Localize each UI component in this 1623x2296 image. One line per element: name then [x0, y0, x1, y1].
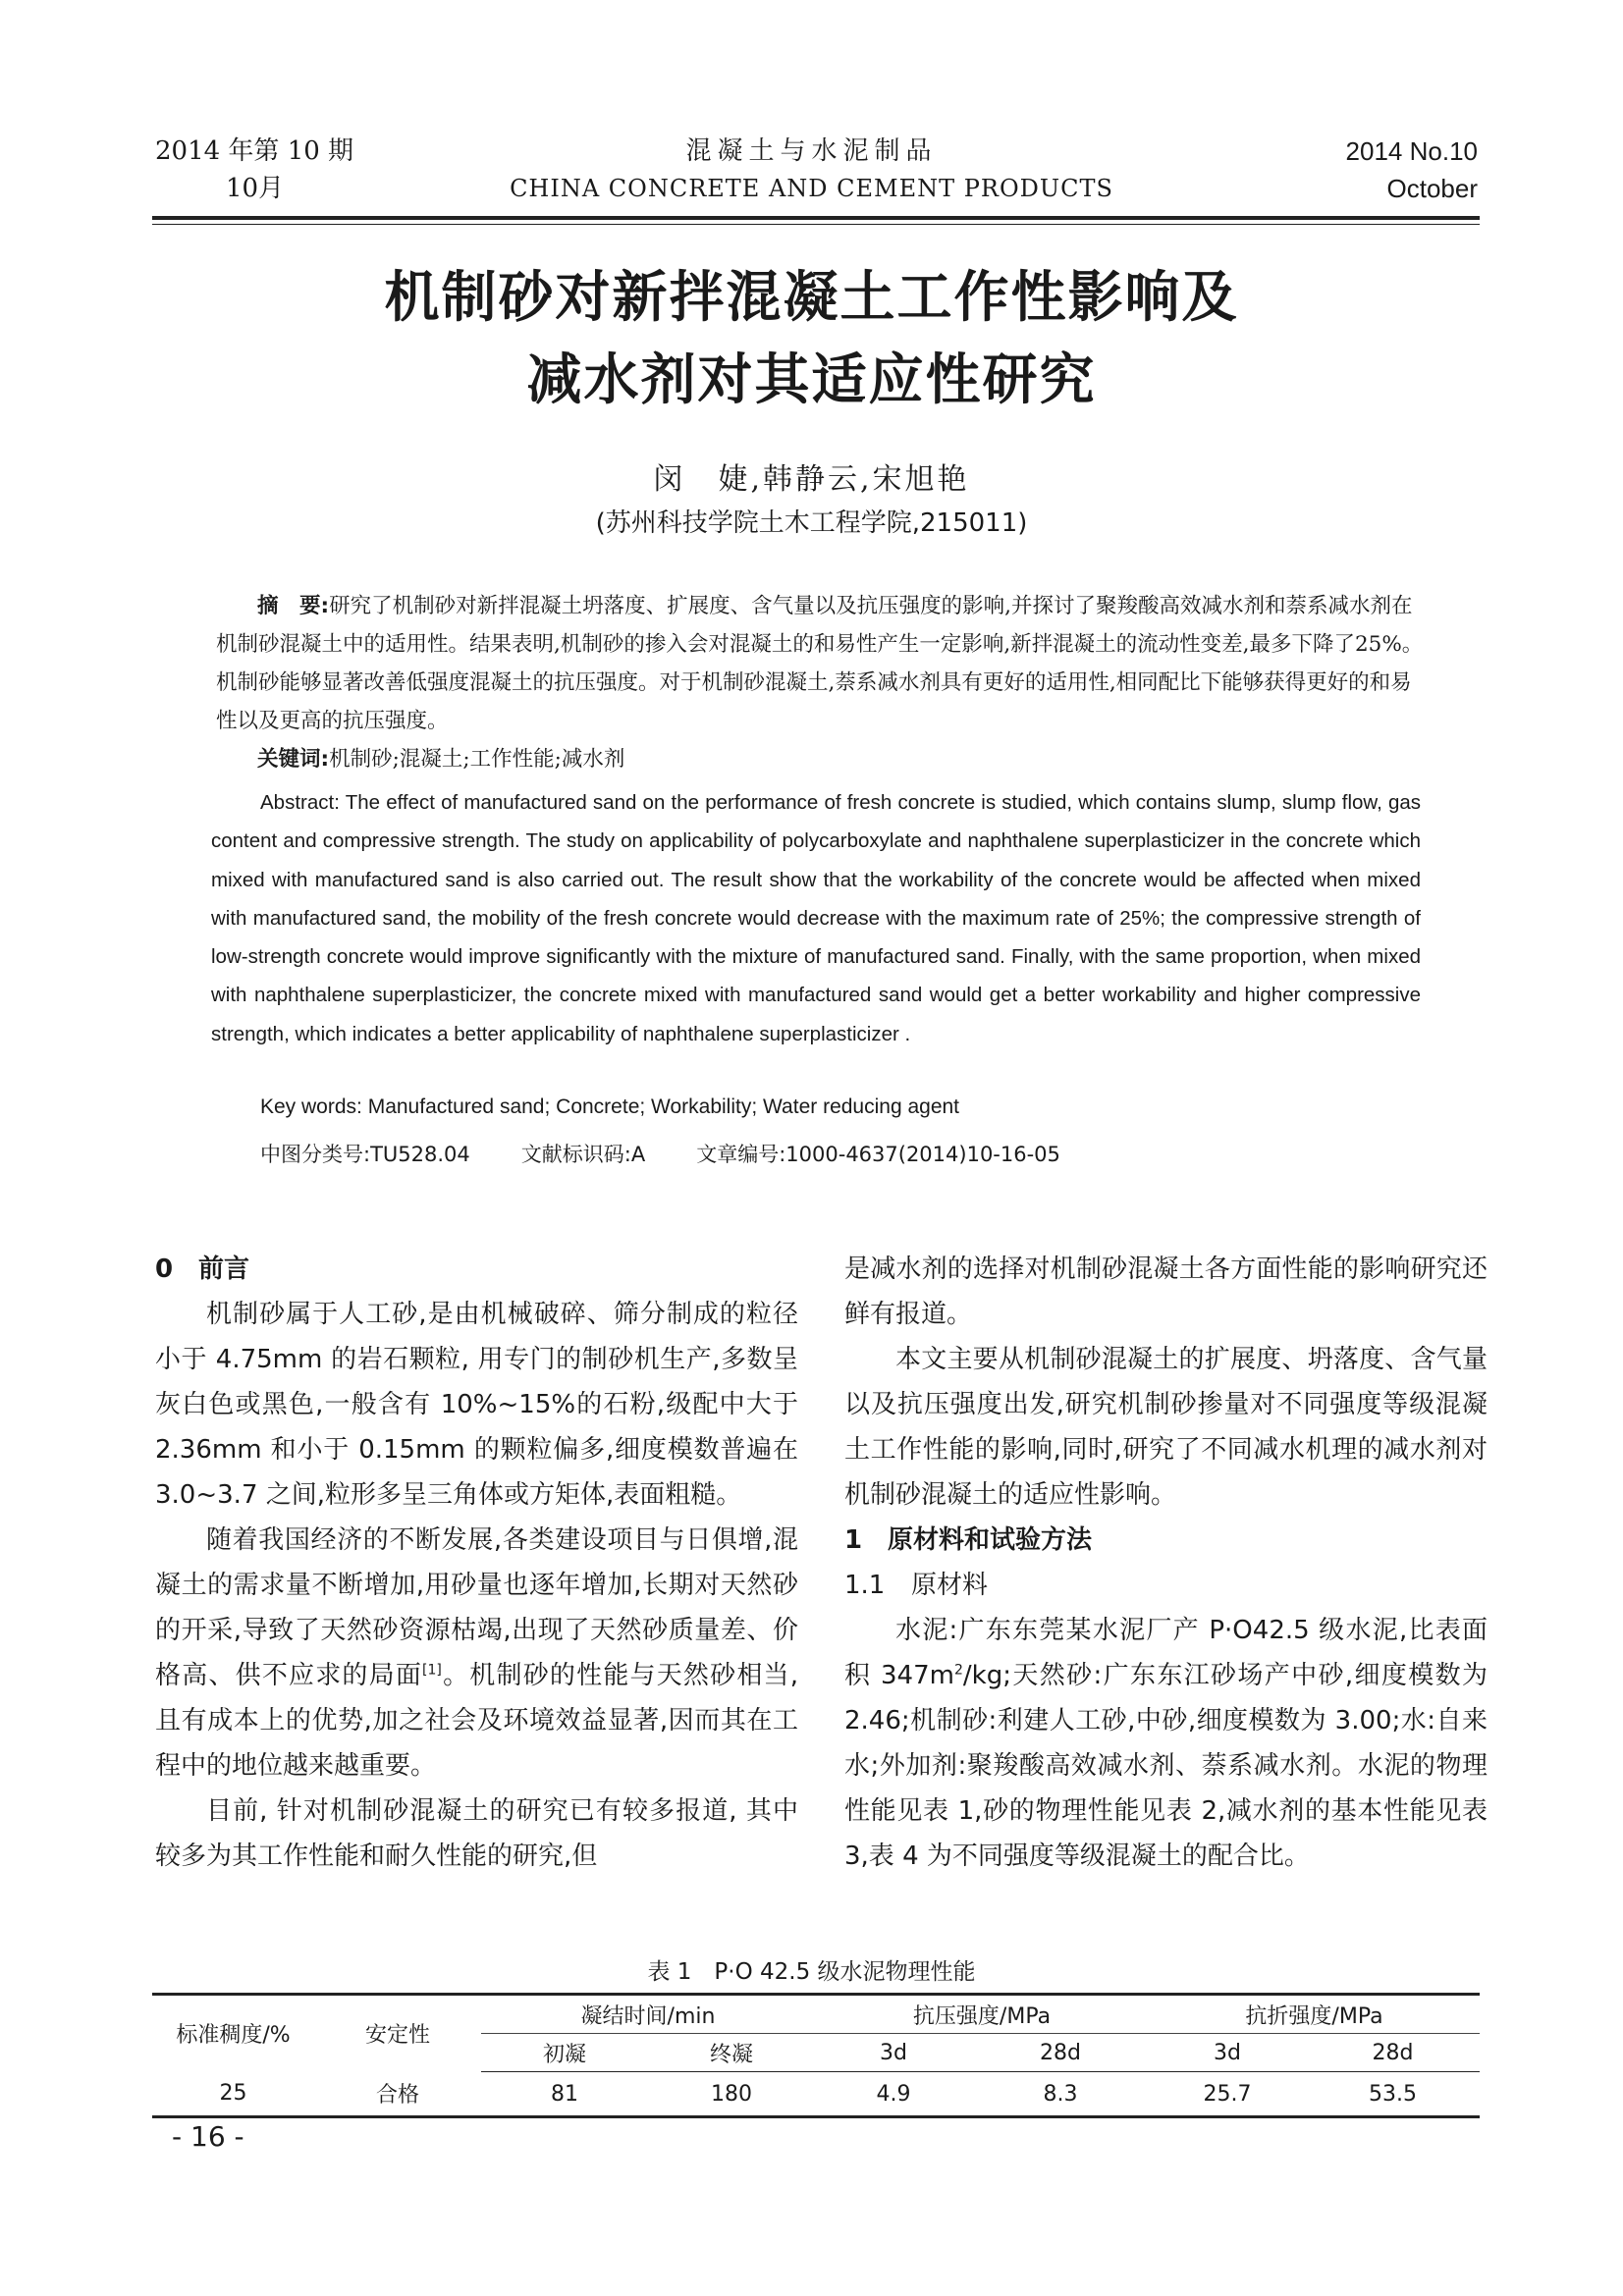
th-flexural-28d: 28d	[1306, 2034, 1480, 2072]
article-title-line2: 减水剂对其适应性研究	[526, 348, 1097, 412]
paragraph-3: 目前, 针对机制砂混凝土的研究已有较多报道, 其中较多为其工作性能和耐久性能的研究,但	[155, 1796, 798, 1871]
keywords-cn	[257, 742, 624, 773]
table-cell: 25.7	[1149, 2072, 1306, 2117]
keywords-cn-label: 关键词:	[257, 747, 330, 772]
superscript: 2	[953, 1662, 963, 1679]
th-initial-set: 初凝	[481, 2034, 648, 2072]
table-1-caption: 表 1 P·O 42.5 级水泥物理性能	[647, 1959, 976, 1985]
section-heading-0	[155, 1247, 798, 1292]
th-soundness: 安定性	[314, 1995, 481, 2072]
keywords-cn-text: 机制砂;混凝土;工作性能;减水剂	[329, 747, 625, 772]
paragraph-3-continued: 是减水剂的选择对机制砂混凝土各方面性能的影响研究还鲜有报道。	[844, 1255, 1488, 1329]
authors: 闵 婕,韩静云,宋旭艳	[653, 462, 970, 497]
section-number: 1	[844, 1525, 863, 1555]
th-flexural-3d: 3d	[1149, 2034, 1306, 2072]
body-column-right	[844, 1247, 1488, 1879]
header-issue-line1: 2014 年第 10 期	[155, 136, 354, 166]
th-compressive-3d: 3d	[815, 2034, 972, 2072]
paragraph-4: 本文主要从机制砂混凝土的扩展度、坍落度、含气量以及抗压强度出发,研究机制砂掺量对不同强度等级混凝土工作性能的影响,同时,研究了不同减水机理的减水剂对机制砂混凝土的适应性影响。	[844, 1345, 1488, 1510]
header-issue-line2: 10月	[226, 174, 285, 203]
th-final-set: 终凝	[648, 2034, 815, 2072]
table-row	[152, 2072, 1480, 2117]
abstract-cn-text: 研究了机制砂对新拌混凝土坍落度、扩展度、含气量以及抗压强度的影响,并探讨了聚羧酸高效减水剂和萘系减水剂在机制砂混凝土中的适用性。结果表明,机制砂的掺入会对混凝土的和易性产生一定影响,新拌混凝土的流动性变差,最多下降了25%。机制砂能够显著改善低强度混凝土的抗压强度。对于机制砂混凝土,萘系减水剂具有更好的适用性,相同配比下能够获得更好的和易性以及更高的抗压强度。	[216, 594, 1424, 733]
section-heading-1	[844, 1518, 1488, 1563]
abstract-en: Abstract: The effect of manufactured sand on the performance of fresh concrete is studied, which contains slump, slump flow, gas content and compressive strength. The study on applicability of polycarboxylate and naphthalene superplasticizer in the concrete which mixed with manufactured sand is also carried out. The result show that the workability of the concrete would be affected when mixed with manufactured sand, the mobility of the fresh concrete would decrease with the maximum rate of 25%; the compressive strength of low-strength concrete would improve significantly with the mixture of manufactured sand. Finally, with the same proportion, when mixed with naphthalene superplasticizer, the concrete mixed with manufactured sand would get a better workability and higher compressive strength, which indicates a better applicability of naphthalene superplasticizer .	[211, 791, 1421, 1045]
classification-line	[260, 1139, 1060, 1168]
table-cell: 4.9	[815, 2072, 972, 2117]
section-title: 原材料和试验方法	[888, 1525, 1093, 1555]
table-1	[152, 1993, 1480, 2118]
paragraph-5-tail: /kg;天然砂:广东东江砂场产中砂,细度模数为 2.46;机制砂:利建人工砂,中砂,细度模数为 3.00;水:自来水;外加剂:聚羧酸高效减水剂、萘系减水剂。水泥的物理性能见表 1,砂的物理性能见表 2,减水剂的基本性能见表 3,表 4 为不同强度等级混凝土的配合比。	[844, 1661, 1488, 1871]
th-consistency: 标准稠度/%	[152, 1995, 314, 2072]
header-number-line2: October	[1386, 174, 1478, 203]
table-cell: 25	[152, 2072, 314, 2117]
section-number: 0	[155, 1255, 174, 1284]
paragraph-5-text: 水泥:广东东莞某水泥厂产 P·O42.5 级水泥,比表面积 347m	[844, 1616, 1488, 1690]
header-rule-thick	[152, 216, 1480, 220]
table-cell: 81	[481, 2072, 648, 2117]
paragraph-5	[844, 1608, 1488, 1879]
paragraph-1: 机制砂属于人工砂,是由机械破碎、筛分制成的粒径小于 4.75mm 的岩石颗粒, 用专门的制砂机生产,多数呈灰白色或黑色,一般含有 10%~15%的石粉,级配中大于 2.36mm 和小于 0.15mm 的颗粒偏多,细度模数普遍在 3.0~3.7 之间,粒形多呈三角体或方矩体,表面粗糙。	[155, 1300, 798, 1510]
table-cell: 8.3	[972, 2072, 1149, 2117]
header-rule-thin	[152, 224, 1480, 225]
journal-name-en: CHINA CONCRETE AND CEMENT PRODUCTS	[510, 175, 1113, 202]
abstract-cn-label: 摘 要:	[257, 594, 330, 618]
section-title: 前言	[198, 1255, 250, 1284]
paragraph-2	[155, 1518, 798, 1789]
article-title-line1: 机制砂对新拌混凝土工作性影响及	[384, 266, 1239, 330]
body-column-left	[155, 1247, 798, 1879]
article-title	[0, 257, 1623, 422]
paragraph-2-text: 随着我国经济的不断发展,各类建设项目与日俱增,混凝土的需求量不断增加,用砂量也逐年增加,长期对天然砂的开采,导致了天然砂资源枯竭,出现了天然砂质量差、价格高、供不应求的局面	[155, 1525, 798, 1690]
table-cell: 合格	[314, 2072, 481, 2117]
page-number: - 16 -	[172, 2120, 244, 2153]
citation-ref: [1]	[422, 1662, 442, 1679]
article-number: 文章编号:1000-4637(2014)10-16-05	[696, 1143, 1060, 1166]
table-cell: 53.5	[1306, 2072, 1480, 2117]
subsection-heading-1-1	[844, 1563, 1488, 1608]
paragraph-2-tail: 。机制砂的性能与天然砂相当, 且有成本上的优势,加之社会及环境效益显著,因而其在工程中的地位越来越重要。	[155, 1661, 798, 1781]
th-flexural: 抗折强度/MPa	[1149, 1995, 1480, 2034]
subsection-number: 1.1	[844, 1571, 886, 1600]
th-setting-time: 凝结时间/min	[481, 1995, 815, 2034]
th-compressive: 抗压强度/MPa	[815, 1995, 1149, 2034]
abstract-cn	[216, 587, 1424, 740]
document-code: 文献标识码:A	[520, 1143, 646, 1166]
keywords-en: Key words: Manufactured sand; Concrete; Workability; Water reducing agent	[260, 1095, 960, 1118]
affiliation: (苏州科技学院土木工程学院,215011)	[595, 508, 1028, 538]
table-cell: 180	[648, 2072, 815, 2117]
journal-name-cn: 混凝土与水泥制品	[685, 136, 938, 166]
clc-number: 中图分类号:TU528.04	[260, 1143, 470, 1166]
subsection-title: 原材料	[911, 1571, 989, 1600]
header-number	[1346, 133, 1478, 207]
th-compressive-28d: 28d	[972, 2034, 1149, 2072]
header-number-line1: 2014 No.10	[1345, 136, 1478, 166]
